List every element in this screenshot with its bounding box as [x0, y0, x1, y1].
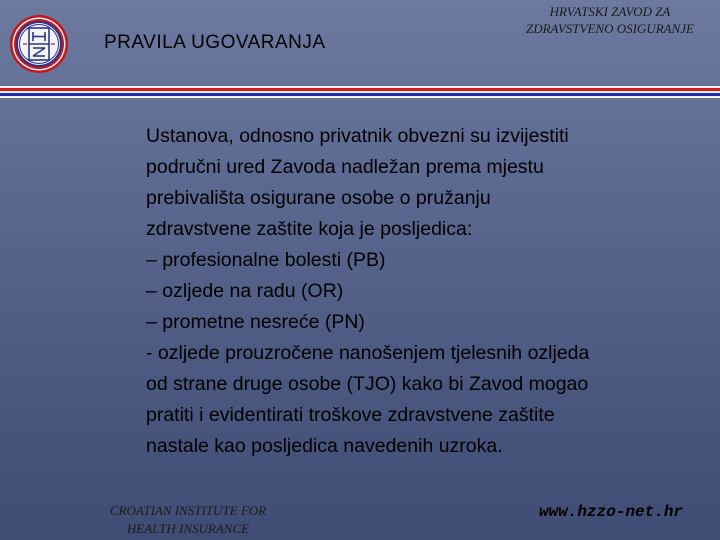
body-list-item: - ozljede prouzročene nanošenjem tjelesnih ozljeda [146, 342, 590, 364]
body-list-item: – ozljede na radu (OR) [146, 280, 344, 302]
body-line: pratiti i evidentirati troškove zdravstvene zaštite [146, 404, 555, 426]
body-list-item: – profesionalne bolesti (PB) [146, 249, 386, 271]
divider-white-stripe [0, 96, 720, 98]
organization-name [505, 3, 715, 37]
footer-website-link[interactable]: www.hzzo-net.hr [539, 503, 684, 521]
body-list-item: – prometne nesreće (PN) [146, 311, 365, 333]
slide-title: PRAVILA UGOVARANJA [104, 32, 326, 53]
body-line: Ustanova, odnosno privatnik obvezni su izvijestiti [146, 125, 569, 147]
slide-body-text [146, 121, 712, 462]
body-line: od strane druge osobe (TJO) kako bi Zavod mogao [146, 373, 589, 395]
header-divider-stripes [0, 86, 720, 100]
organization-name-line-2: ZDRAVSTVENO OSIGURANJE [526, 21, 694, 36]
body-line: zdravstvene zaštite koja je posljedica: [146, 218, 473, 240]
organization-name-line-1: HRVATSKI ZAVOD ZA [549, 4, 671, 19]
footer-org-line-2: HEALTH INSURANCE [126, 521, 250, 536]
hzzo-logo-icon [9, 14, 69, 74]
footer-org-line-1: CROATIAN INSTITUTE FOR [109, 503, 267, 518]
footer-organization-name [88, 502, 288, 538]
slide-header [0, 0, 720, 86]
body-line: područni ured Zavoda nadležan prema mjestu [146, 156, 544, 178]
body-line: nastale kao posljedica navedenih uzroka. [146, 435, 503, 457]
body-line: prebivališta osigurane osobe o pružanju [146, 187, 491, 209]
